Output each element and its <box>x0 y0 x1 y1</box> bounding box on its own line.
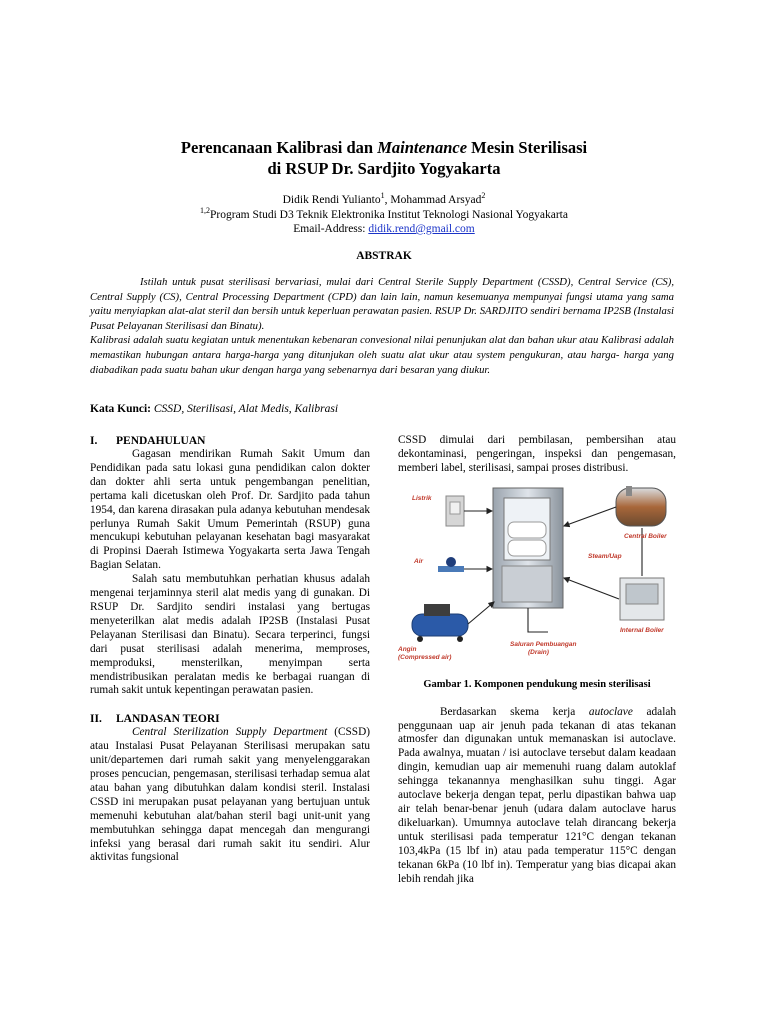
section-heading-pendahuluan: I. PENDAHULUAN <box>90 435 206 447</box>
label-internal-boiler: Internal Boiler <box>620 626 664 634</box>
right-column <box>398 434 676 886</box>
keywords: Kata Kunci: CSSD, Sterilisasi, Alat Medis, Kalibrasi <box>90 403 339 415</box>
autoclave-machine-icon <box>493 488 563 608</box>
autoclave-paragraph: Berdasarkan skema kerja autoclave adalah penggunaan uap air jenuh pada tekanan di atas tekanan atmosfer dan digunakan untuk memanaskan isi autoclave. Pada awalnya, muatan / isi autoclave tersebut dalam keadaan dingin, kemudian uap air memenuhi ruang dalam autoklaf sehingga tekanannya menghasilkan suhu tinggi. Agar autoclave bekerja dengan tepat, perlu dipastikan bahwa uap air telah benar-benar jenuh (udara dalam autoclave harus dikeluarkan). Umumnya autoclave telah dirancang bekerja untuk sterilisasi pada temperatur 121°C dengan tekanan 103,4kPa (15 lbf in) atau pada temperatur 115°C dengan tekanan 6kPa (10 lbf in). Temperatur yang bias dicapai akan lebih rendah jika <box>398 705 676 885</box>
abstract-body <box>90 275 674 377</box>
pendahuluan-paragraph-1: Gagasan mendirikan Rumah Sakit Umum dan Pendidikan pada satu lokasi guna pendidikan calon dokter dan dokter ahli serta untuk pengembangan penelitian, pertama kali dicetuskan oleh Prof. Dr. Sardjito pada tahun 1954, dan karena dirasakan pula adanya kebutuhan mendesak perlunya Rumah Sakit Umum Pemerintah (RSUP) guna mencukupi kebutuhan pelayanan kesehatan bagi masyarakat di Propinsi Daerah Istimewa Yogyakarta serta Jawa Tengah Bagian Selatan. <box>90 448 370 572</box>
figure-caption: Gambar 1. Komponen pendukung mesin sterilisasi <box>423 678 651 690</box>
section-heading-landasan-teori: II. LANDASAN TEORI <box>90 713 220 726</box>
abstract-paragraph-2: Kalibrasi adalah suatu kegiatan untuk menentukan kebenaran convesional nilai penunjukan alat dan bahan ukur atau Kalibrasi adalah memastikan hubungan antara harga-harga yang ditunjukan oleh suatu alat ukur atau system pengukuran, atau harga- harga yang diabadikan pada suatu bahan ukur dengan harga yang sebenarnya dari besaran yang diukur. <box>90 334 674 376</box>
figure-diagram <box>398 486 676 676</box>
landasan-paragraph-1: Central Sterilization Supply Department (CSSD) atau Instalasi Pusat Pelayanan Sterilisasi merupakan satu unit/departemen dari rumah sakit yang menyelenggarakan proses pencucian, pengemasan, sterilisasi terhadap semua alat atau bahan yang dibutuhkan dalam kondisi steril. Instalasi CSSD ini merupakan pusat pelayanan yang bertujuan untuk memenuhi kebutuhan alat/bahan steril bagi unit-unit yang membutuhkan sehingga dapat mencegah dan mengurangi infeksi yang berasal dari rumah sakit itu sendiri. Alur aktivitas fungsional <box>90 726 371 864</box>
figure-sterilization-components <box>398 486 676 676</box>
paper-title <box>0 137 768 179</box>
label-steam: Steam/Uap <box>588 552 622 560</box>
author-block <box>0 193 768 237</box>
label-listrik: Listrik <box>412 494 432 502</box>
author-names: Didik Rendi Yulianto$^1$, Mohammad Arsyad$^2$ <box>282 191 486 206</box>
abstract-heading: ABSTRAK <box>356 250 412 262</box>
label-air: Air <box>414 557 424 565</box>
internal-boiler-icon <box>620 578 664 620</box>
label-angin-sub: (Compressed air) <box>398 653 452 661</box>
abstract-paragraph-1: Istilah untuk pusat sterilisasi bervariasi, mulai dari Central Sterile Supply Department (CSSD), Central Service (CS), Central Supply (CS), Central Processing Department (CPD) dan lain lain, namun kesemuanya mempunyai fungsi utama yang sama yaitu menyiapkan alat-alat steril dan bersih untuk keperluan perawatan pasien. RSUP Dr. SARDJITO sendiri bernama IP2SB (Instalasi Pusat Pelayanan Sterilisasi dan Binatu). <box>90 276 674 332</box>
cssd-continued-paragraph: CSSD dimulai dari pembilasan, pembersihan atau dekontaminasi, pengeringan, inspeksi dan pengemasan, memberi label, sterilisasi, sampai proses distribusi. <box>398 434 676 474</box>
title-line-1: Perencanaan Kalibrasi dan Maintenance Mesin Sterilisasi <box>180 138 588 157</box>
title-line-2: di RSUP Dr. Sardjito Yogyakarta <box>267 159 501 178</box>
email-line: Email-Address: didik.rend@gmail.com <box>293 223 475 235</box>
label-saluran: Saluran Pembuangan <box>510 640 577 648</box>
email-link[interactable]: didik.rend@gmail.com <box>368 223 475 235</box>
pendahuluan-paragraph-2: Salah satu membutuhkan perhatian khusus adalah mengenai terjaminnya steril alat medis yang di gunakan. Di RSUP Dr. Sardjito sendiri instalasi yang bertugas menyeterilkan alat medis adalah IP2SB (Instalasi Pusat Pelayanan Sterilisasi dan Binatu). Secara terperinci, fungsi dari pusat sterilisasi adalah menerima, memproses, memproduksi, mensterilkan, menyimpan serta mendistribusikan peralatan medis ke berbagai ruangan di rumah sakit untuk kepentingan perawatan pasien. <box>90 573 370 697</box>
air-compressor-icon <box>412 604 468 642</box>
label-central-boiler: Central Boiler <box>624 532 667 540</box>
label-angin: Angin <box>398 645 417 653</box>
left-column <box>90 434 370 865</box>
label-drain: (Drain) <box>528 648 549 656</box>
water-valve-icon <box>438 557 464 572</box>
electric-panel-icon <box>446 496 464 526</box>
central-boiler-icon <box>616 486 666 526</box>
affiliation: $^{1,2}$Program Studi D3 Teknik Elektronika Institut Teknologi Nasional Yogyakarta <box>200 205 568 221</box>
